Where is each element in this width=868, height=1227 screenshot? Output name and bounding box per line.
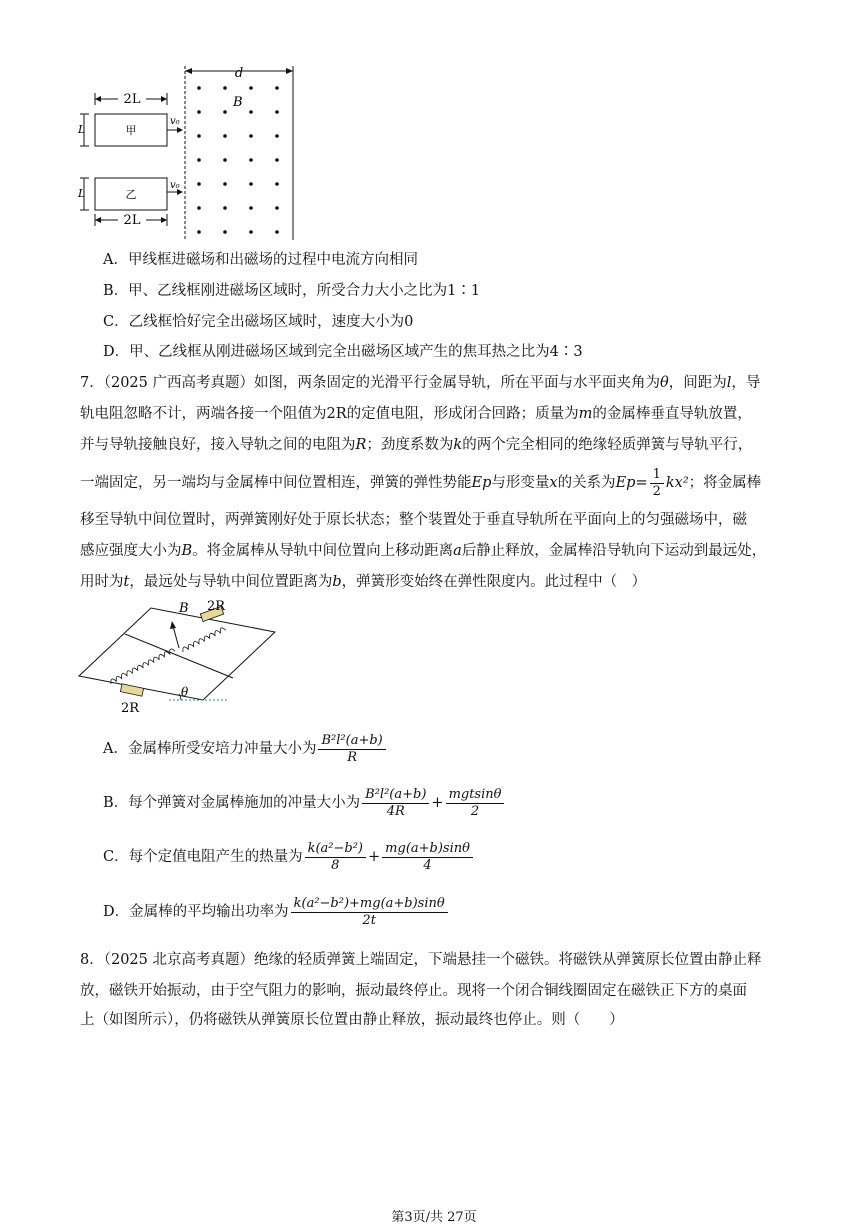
field-dot bbox=[197, 158, 201, 162]
q6-option-c: C．乙线框恰好完全出磁场区域时，速度大小为0 bbox=[103, 314, 414, 330]
frac-num: B²l²(a+b) bbox=[318, 733, 385, 750]
frac-num: k(a²−b²) bbox=[305, 841, 366, 858]
figure-inclined-rails bbox=[75, 596, 285, 718]
q7-option-d bbox=[103, 893, 450, 931]
q7-option-a bbox=[103, 730, 388, 768]
label-v0-bottom: v₀ bbox=[170, 180, 180, 191]
q7-var-t: t bbox=[123, 574, 130, 590]
field-dot bbox=[249, 158, 253, 162]
q7-line-2 bbox=[80, 404, 752, 424]
frac-num: k(a²−b²)+mg(a+b)sinθ bbox=[291, 896, 448, 913]
label-b: B bbox=[233, 95, 243, 110]
q6-option-d: D．甲、乙线框从刚进磁场区域到完全出磁场区域产生的焦耳热之比为4∶3 bbox=[103, 344, 583, 360]
q7-line-3 bbox=[80, 435, 752, 455]
spring-upper bbox=[181, 627, 226, 652]
option-text: D．金属棒的平均输出功率为 bbox=[103, 904, 289, 920]
field-dot bbox=[223, 86, 227, 90]
q7-line-5: 移至导轨中间位置时，两弹簧刚好处于原长状态；整个装置处于垂直导轨所在平面向上的匀强磁场中，磁 bbox=[80, 512, 747, 528]
field-dot bbox=[249, 86, 253, 90]
label-2r-bottom: 2R bbox=[121, 701, 140, 716]
q7-text: 后静止释放，金属棒沿导轨向下运动到最远处， bbox=[461, 543, 767, 559]
field-dot bbox=[249, 206, 253, 210]
q7-text: 用时为 bbox=[80, 574, 124, 590]
label-l-bottom: L bbox=[78, 187, 86, 200]
q7-text: 一端固定，另一端均与金属棒中间位置相连，弹簧的弹性势能 bbox=[80, 475, 472, 491]
field-dot bbox=[275, 182, 279, 186]
field-dot bbox=[223, 230, 227, 234]
figure-frames-field bbox=[75, 62, 305, 242]
spring-lower bbox=[109, 648, 175, 684]
field-dot bbox=[197, 110, 201, 114]
field-dot bbox=[249, 134, 253, 138]
q7-var-2r: 2R bbox=[326, 406, 347, 422]
q7-text: ，最远处与导轨中间位置距离为 bbox=[129, 574, 333, 590]
field-dot bbox=[275, 206, 279, 210]
field-dot bbox=[223, 134, 227, 138]
q7-line-4: 一端固定，另一端均与金属棒中间位置相连，弹簧的弹性势能Ep与形变量x的关系为Ep= $\frac{1}{2}$ kx²；将金属棒 bbox=[80, 466, 762, 499]
label-d: d bbox=[234, 66, 244, 81]
frac-d bbox=[291, 896, 448, 929]
q7-formula-tail: kx² bbox=[665, 475, 689, 491]
q7-var-bb: b bbox=[332, 574, 342, 590]
q7-option-b: B．每个弹簧对金属棒施加的冲量大小为 $\frac{\text{B²l²(a+b)}}{4R}$ + $\frac{\text{mgtsinθ}}{2}$ bbox=[103, 784, 506, 822]
option-text: B．每个弹簧对金属棒施加的冲量大小为 bbox=[103, 795, 361, 811]
frac-b1 bbox=[362, 787, 429, 820]
q7-text: ，间距为 bbox=[668, 375, 727, 391]
field-dot bbox=[223, 206, 227, 210]
frac-b2 bbox=[446, 787, 505, 820]
q7-option-c: C．每个定值电阻产生的热量为 $\frac{\text{k(a²−b²)}}{8}$ + $\frac{mg(a+b)\sin\theta}{4}$ bbox=[103, 838, 475, 876]
q7-text: ，弹簧形变始终在弹性限度内。此过程中（ ） bbox=[341, 574, 647, 590]
label-jia: 甲 bbox=[125, 124, 137, 137]
frac-den: 8 bbox=[331, 857, 340, 873]
q7-line-7 bbox=[80, 572, 646, 592]
metal-rod bbox=[125, 634, 233, 678]
field-dot bbox=[275, 230, 279, 234]
q7-text: 的关系为 bbox=[557, 475, 616, 491]
q7-text: ，导 bbox=[731, 375, 761, 391]
frac-den: R bbox=[347, 749, 357, 765]
q7-var-x: x bbox=[549, 475, 558, 491]
q7-text: 的两个完全相同的绝缘轻质弹簧与导轨平行， bbox=[462, 437, 753, 453]
page-footer: 第3页/共 27页 bbox=[391, 1210, 477, 1225]
label-l-top: L bbox=[78, 123, 86, 136]
q7-var-theta: θ bbox=[659, 375, 669, 391]
q7-var-ep: Ep bbox=[471, 475, 492, 491]
q7-text: 并与导轨接触良好，接入导轨之间的电阻为 bbox=[80, 437, 356, 453]
q6-option-a: A．甲线框进磁场和出磁场的过程中电流方向相同 bbox=[103, 252, 418, 268]
q7-line-1 bbox=[80, 373, 760, 393]
q7-text: 的金属棒垂直导轨放置， bbox=[592, 406, 752, 422]
q8-line-1: 8．（2025 北京高考真题）绝缘的轻质弹簧上端固定，下端悬挂一个磁铁。将磁铁从弹簧原长位置由静止释 bbox=[80, 952, 762, 968]
q8-line-2: 放，磁铁开始振动，由于空气阻力的影响，振动最终停止。现将一个闭合铜线圈固定在磁铁正下方的桌面 bbox=[80, 983, 747, 999]
q7-var-k: k bbox=[453, 437, 463, 453]
field-dot bbox=[275, 158, 279, 162]
frac-den: 4R bbox=[386, 803, 405, 819]
q7-text: ；劲度系数为 bbox=[366, 437, 454, 453]
frac-num: mg(a+b)sinθ bbox=[382, 841, 473, 858]
field-dot bbox=[223, 182, 227, 186]
q7-text: 轨电阻忽略不计，两端各接一个阻值为 bbox=[80, 406, 327, 422]
q7-text: 7．（2025 广西高考真题）如图，两条固定的光滑平行金属导轨，所在平面与水平面夹角为 bbox=[80, 375, 660, 391]
label-2l-bottom: 2L bbox=[123, 213, 141, 228]
frac-den: 2 bbox=[470, 803, 480, 819]
field-dot bbox=[197, 230, 201, 234]
field-dot bbox=[197, 134, 201, 138]
field-dot bbox=[197, 206, 201, 210]
frac-den: 2t bbox=[362, 912, 376, 928]
option-text: A．金属棒所受安培力冲量大小为 bbox=[103, 741, 317, 757]
field-dot bbox=[223, 158, 227, 162]
q7-text: 感应强度大小为 bbox=[80, 543, 182, 559]
frac-num: mgtsinθ bbox=[446, 787, 505, 804]
label-yi: 乙 bbox=[125, 188, 137, 201]
label-theta: θ bbox=[181, 685, 189, 699]
frac-num: B²l²(a+b) bbox=[362, 787, 429, 804]
rails-plane bbox=[79, 608, 275, 700]
q7-var-r: R bbox=[355, 437, 367, 453]
q7-text: ；将金属棒 bbox=[688, 475, 762, 491]
q6-option-b: B．甲、乙线框刚进磁场区域时，所受合力大小之比为1∶1 bbox=[103, 283, 481, 299]
label-2l-top: 2L bbox=[123, 92, 141, 107]
field-dot bbox=[249, 230, 253, 234]
frac-num: 1 bbox=[650, 467, 664, 484]
field-dot bbox=[249, 182, 253, 186]
q7-var-m: m bbox=[578, 406, 593, 422]
frac-c2 bbox=[382, 841, 473, 874]
q7-var-l: l bbox=[726, 375, 732, 391]
frac-den: 4 bbox=[423, 857, 432, 873]
option-text: C．每个定值电阻产生的热量为 bbox=[103, 849, 303, 865]
q7-var-ep: Ep bbox=[615, 475, 636, 491]
label-b: B bbox=[179, 601, 189, 616]
field-dot bbox=[249, 110, 253, 114]
q7-var-a: a bbox=[453, 543, 462, 559]
q7-var-b: B bbox=[181, 543, 193, 559]
label-2r-top: 2R bbox=[207, 599, 226, 614]
frac-den: 2 bbox=[652, 483, 661, 499]
q7-frac-half bbox=[650, 467, 664, 500]
q7-line-6 bbox=[80, 541, 766, 561]
field-dot bbox=[275, 134, 279, 138]
q7-text: 与形变量 bbox=[491, 475, 550, 491]
frac-a bbox=[318, 733, 385, 766]
field-dot bbox=[197, 182, 201, 186]
q7-text: 。将金属棒从导轨中间位置向上移动距离 bbox=[192, 543, 454, 559]
resistor-bottom bbox=[120, 684, 143, 696]
label-v0-top: v₀ bbox=[170, 116, 180, 127]
field-dot bbox=[223, 110, 227, 114]
field-dot bbox=[275, 86, 279, 90]
frac-c1 bbox=[305, 841, 366, 874]
q7-text: 的定值电阻，形成闭合回路；质量为 bbox=[346, 406, 579, 422]
q8-line-3: 上（如图所示），仍将磁铁从弹簧原长位置由静止释放，振动最终也停止。则（ ） bbox=[80, 1012, 624, 1028]
field-dot bbox=[197, 86, 201, 90]
field-dot bbox=[275, 110, 279, 114]
